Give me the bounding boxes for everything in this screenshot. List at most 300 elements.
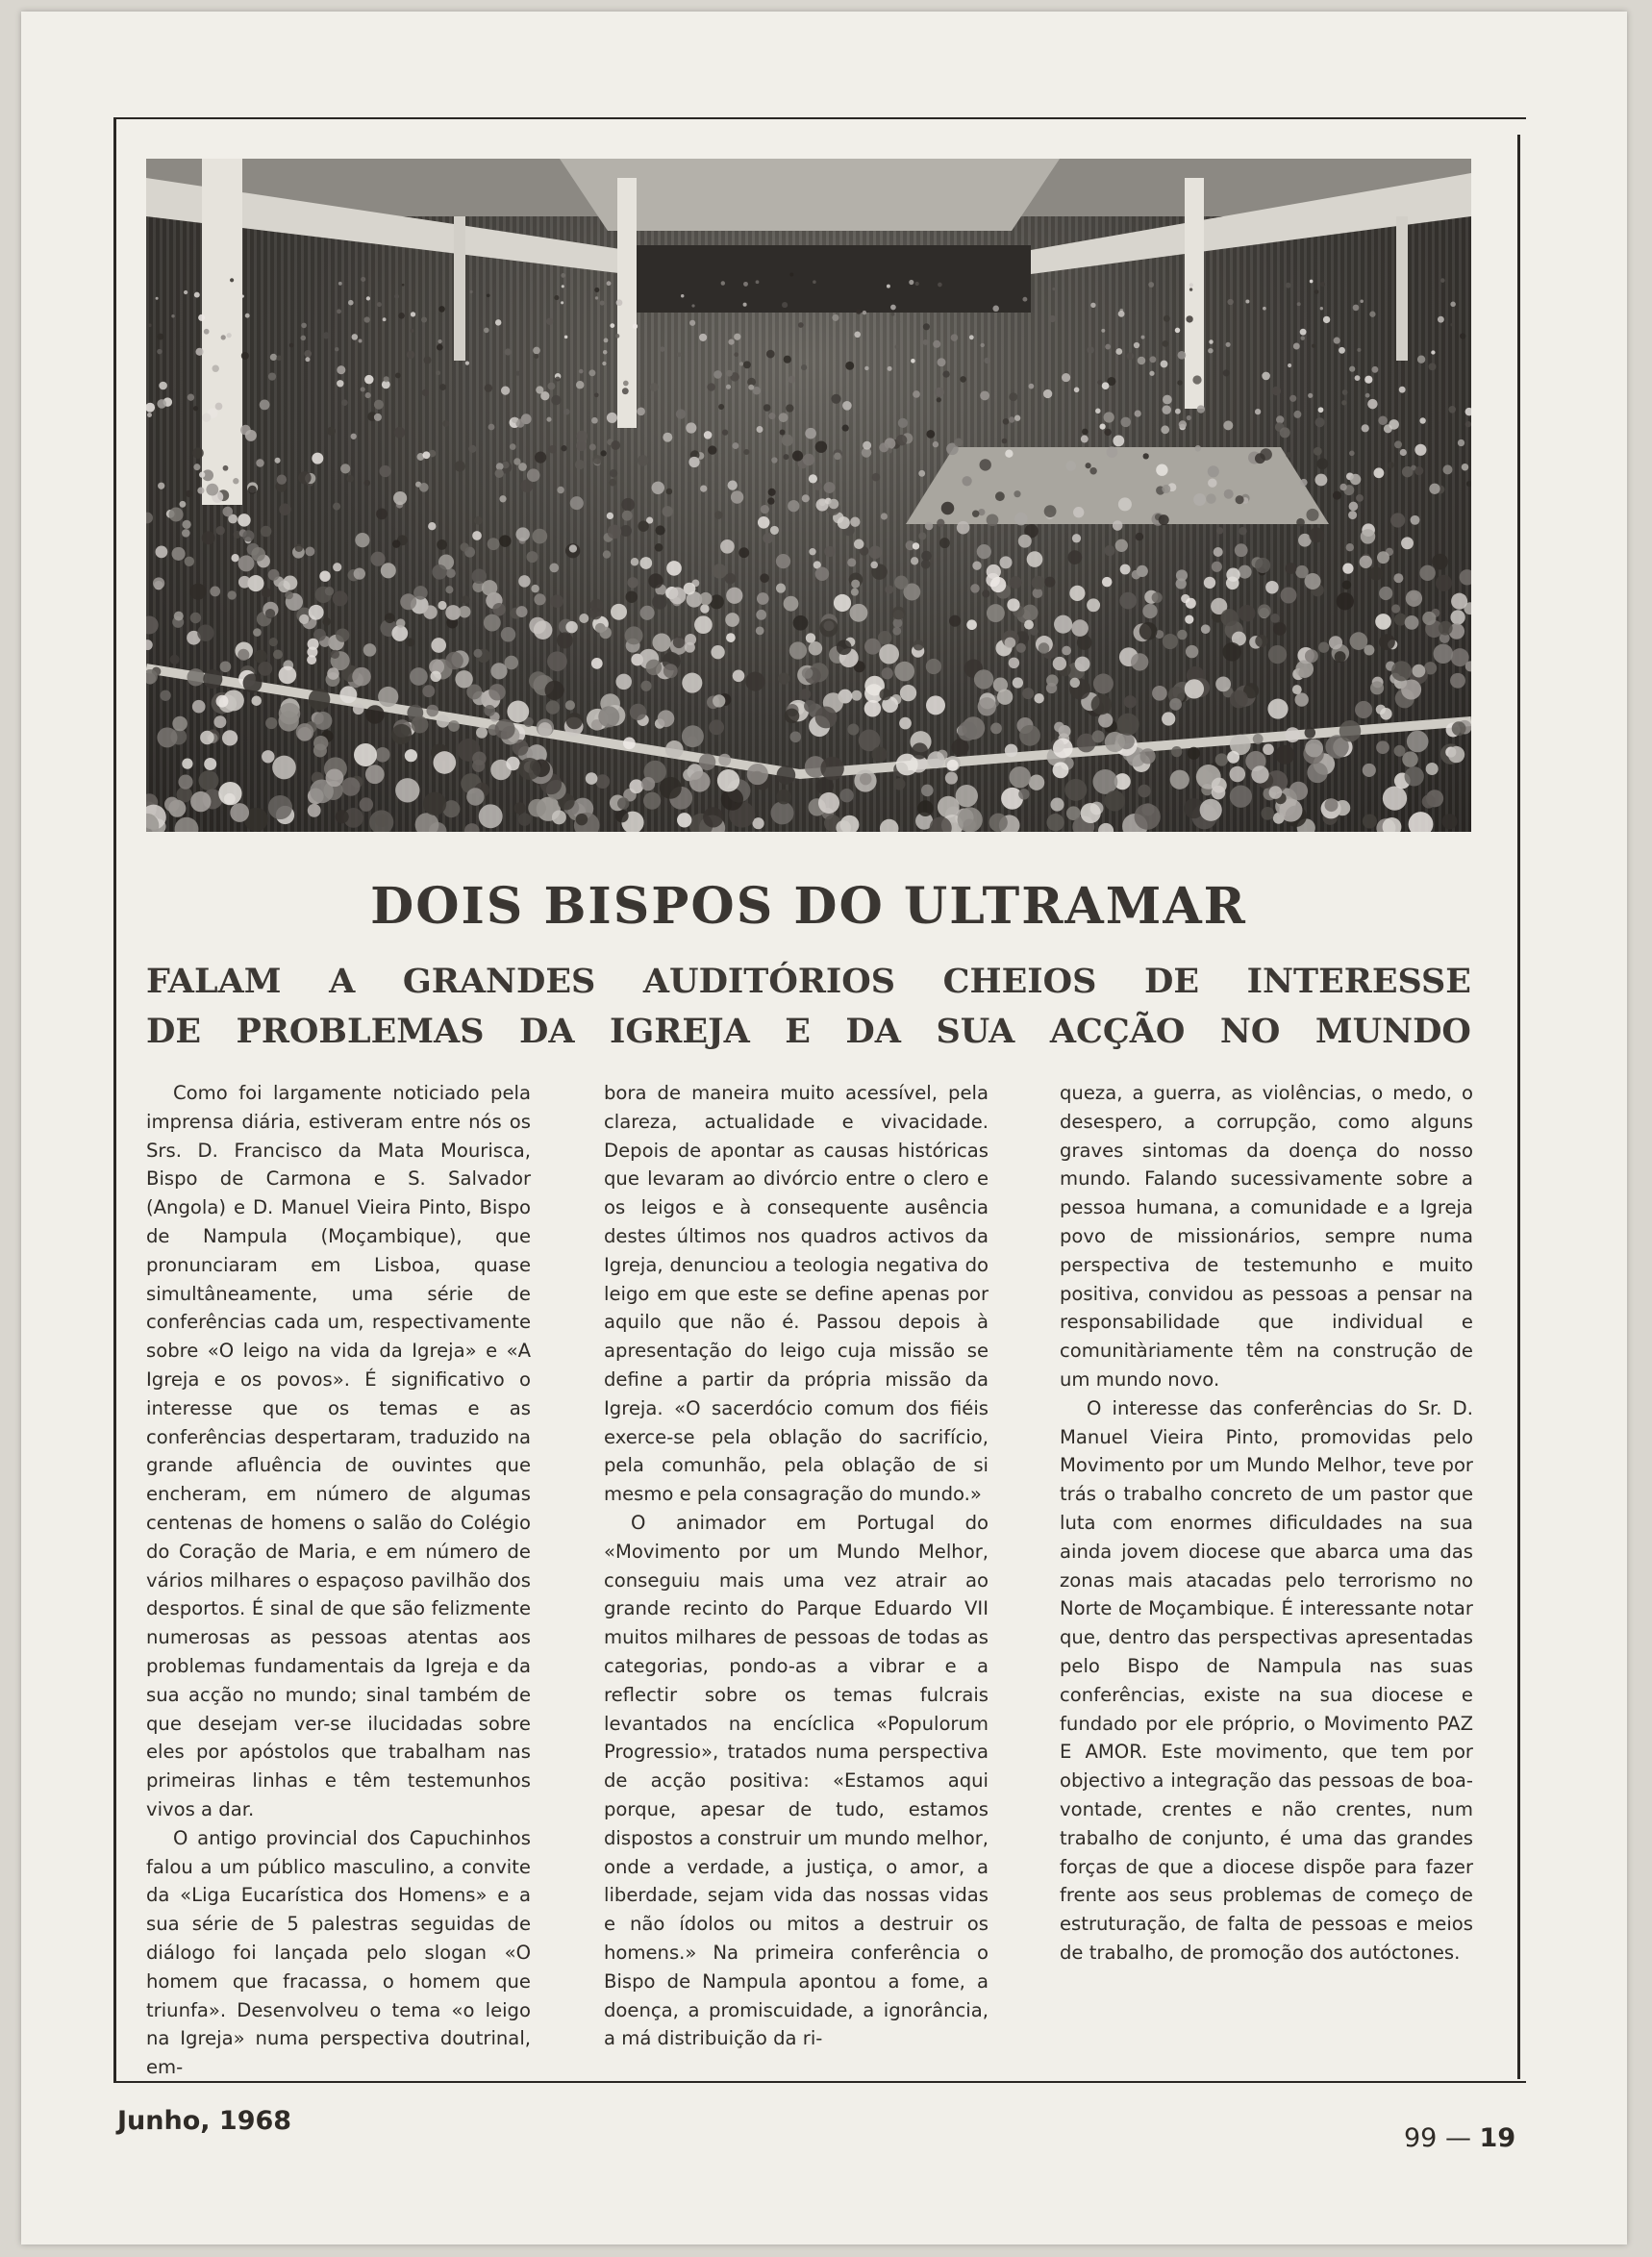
crowd-head <box>1230 786 1252 808</box>
crowd-head <box>851 589 859 596</box>
crowd-head <box>1251 765 1268 783</box>
crowd-head <box>323 332 330 339</box>
crowd-head <box>1062 646 1071 656</box>
crowd-head <box>809 548 815 555</box>
crowd-head <box>757 426 763 433</box>
crowd-head <box>1143 453 1149 459</box>
crowd-head <box>1117 714 1139 736</box>
crowd-head <box>725 613 739 627</box>
crowd-head <box>1113 436 1124 447</box>
crowd-head <box>437 715 449 727</box>
crowd-head <box>1401 679 1421 699</box>
crowd-head <box>925 522 934 531</box>
crowd-head <box>1269 786 1283 799</box>
crowd-head <box>1171 746 1182 757</box>
crowd-head <box>1152 592 1163 603</box>
crowd-head <box>1227 299 1233 305</box>
crowd-head <box>641 777 655 790</box>
crowd-head <box>279 703 301 725</box>
crowd-head <box>739 362 743 365</box>
crowd-head <box>1406 590 1422 607</box>
crowd-head <box>514 802 526 814</box>
crowd-head <box>1118 311 1125 317</box>
crowd-head <box>484 705 495 716</box>
crowd-head <box>1323 316 1330 323</box>
crowd-head <box>305 546 314 556</box>
crowd-head <box>213 715 226 728</box>
crowd-head <box>309 605 324 620</box>
crowd-head <box>184 290 188 294</box>
crowd-head <box>1119 592 1137 610</box>
crowd-head <box>939 538 950 548</box>
crowd-head <box>242 530 254 541</box>
column <box>1396 216 1408 361</box>
crowd-head <box>309 689 330 710</box>
crowd-head <box>1402 751 1418 767</box>
crowd-head <box>1115 539 1128 552</box>
crowd-head <box>1027 551 1043 567</box>
crowd-head <box>283 575 297 589</box>
crowd-head <box>170 655 180 665</box>
crowd-head <box>1162 712 1175 725</box>
crowd-head <box>881 513 888 519</box>
crowd-head <box>839 789 853 802</box>
crowd-head <box>270 354 277 361</box>
crowd-head <box>1097 380 1102 385</box>
crowd-head <box>1095 409 1101 414</box>
crowd-head <box>761 505 769 514</box>
crowd-head <box>629 779 643 793</box>
crowd-head <box>1342 389 1348 395</box>
crowd-head <box>879 442 889 452</box>
crowd-head <box>1422 794 1436 808</box>
crowd-head <box>941 502 955 515</box>
crowd-head <box>1300 336 1304 339</box>
crowd-head <box>526 551 538 563</box>
crowd-head <box>918 532 926 539</box>
crowd-head <box>1189 288 1192 290</box>
page-number-b: 19 <box>1479 2123 1516 2153</box>
crowd-head <box>756 610 766 620</box>
crowd-head <box>265 717 277 729</box>
page-number-a: 99 <box>1404 2123 1438 2153</box>
crowd-head <box>1324 798 1338 812</box>
crowd-head <box>660 777 682 799</box>
crowd-head <box>202 531 215 544</box>
page-number <box>1404 2123 1515 2153</box>
crowd-head <box>566 713 583 729</box>
crowd-head <box>1360 556 1372 568</box>
subheadline-word: GRANDES <box>402 962 596 1001</box>
crowd-head <box>218 782 241 805</box>
crowd-head <box>911 359 915 364</box>
crowd-head <box>437 344 443 351</box>
crowd-head <box>879 689 890 700</box>
crowd-head <box>1009 392 1017 401</box>
crowd-head <box>253 628 262 637</box>
subheadline-word: A <box>329 962 356 1001</box>
crowd-head <box>419 483 429 492</box>
crowd-head <box>666 489 673 495</box>
crowd-head <box>413 586 428 600</box>
crowd-head <box>1029 774 1044 790</box>
crowd-head <box>406 638 414 646</box>
crowd-head <box>1220 609 1238 626</box>
crowd-head <box>1185 614 1193 623</box>
crowd-head <box>1162 405 1171 414</box>
crowd-head <box>422 685 435 697</box>
crowd-head <box>864 700 881 716</box>
crowd-head <box>682 673 702 693</box>
crowd-head <box>308 804 321 817</box>
crowd-head <box>1450 302 1456 308</box>
crowd-head <box>1139 622 1158 640</box>
crowd-head <box>834 452 841 460</box>
crowd-head <box>970 584 979 592</box>
crowd-head <box>786 404 793 412</box>
crowd-head <box>1293 343 1300 350</box>
crowd-head <box>608 525 622 539</box>
crowd-head <box>376 509 388 520</box>
crowd-head <box>1177 380 1182 385</box>
crowd-head <box>652 633 670 651</box>
crowd-head <box>175 817 199 832</box>
crowd-head <box>809 641 822 655</box>
crowd-head <box>1024 620 1034 630</box>
crowd-head <box>510 443 516 450</box>
crowd-head <box>1163 634 1178 649</box>
crowd-head <box>789 273 793 277</box>
crowd-head <box>892 607 906 620</box>
crowd-head <box>506 757 519 770</box>
crowd-head <box>1053 657 1066 670</box>
crowd-head <box>1360 300 1364 304</box>
crowd-head <box>663 433 672 442</box>
crowd-head <box>655 543 663 552</box>
crowd-head <box>863 311 866 314</box>
crowd-head <box>1014 415 1020 421</box>
crowd-head <box>299 614 309 624</box>
crowd-head <box>187 668 204 686</box>
crowd-head <box>1349 366 1355 372</box>
crowd-head <box>734 334 740 340</box>
crowd-head <box>313 743 327 757</box>
crowd-head <box>714 511 723 519</box>
crowd-head <box>369 810 393 832</box>
crowd-head <box>190 791 211 812</box>
crowd-head <box>182 758 192 768</box>
crowd-head <box>1333 491 1341 500</box>
crowd-head <box>241 352 249 360</box>
crowd-head <box>806 633 815 642</box>
crowd-head <box>1334 344 1339 349</box>
crowd-head <box>972 562 981 570</box>
crowd-head <box>776 584 786 593</box>
crowd-head <box>1434 644 1454 665</box>
crowd-head <box>603 350 608 355</box>
crowd-head <box>446 568 456 578</box>
crowd-head <box>1296 518 1305 527</box>
crowd-head <box>261 526 272 538</box>
crowd-head <box>1187 415 1191 420</box>
crowd-head <box>364 316 370 322</box>
crowd-head <box>1148 282 1154 288</box>
crowd-head <box>938 358 946 366</box>
crowd-head <box>776 554 790 568</box>
crowd-head <box>1289 782 1309 801</box>
crowd-head <box>410 667 428 686</box>
crowd-head <box>273 650 283 660</box>
crowd-head <box>285 591 293 600</box>
crowd-head <box>1335 651 1346 663</box>
crowd-head <box>378 687 398 707</box>
crowd-head <box>780 430 786 436</box>
crowd-head <box>1044 505 1057 517</box>
crowd-head <box>532 529 547 544</box>
crowd-head <box>445 652 463 670</box>
crowd-head <box>1118 497 1132 511</box>
crowd-head <box>353 703 364 715</box>
crowd-head <box>472 569 488 585</box>
crowd-head <box>1286 563 1297 574</box>
crowd-head <box>676 409 686 418</box>
crowd-head <box>1312 344 1315 348</box>
crowd-head <box>575 460 585 469</box>
crowd-head <box>1175 409 1181 414</box>
crowd-head <box>911 557 918 564</box>
crowd-head <box>1062 373 1070 382</box>
crowd-head <box>172 547 186 561</box>
crowd-head <box>856 309 862 314</box>
crowd-head <box>354 743 377 766</box>
crowd-head <box>206 484 218 496</box>
crowd-head <box>277 475 287 485</box>
crowd-head <box>395 372 401 378</box>
crowd-head <box>1215 753 1228 765</box>
crowd-head <box>1029 384 1035 389</box>
crowd-head <box>990 577 1006 592</box>
crowd-head <box>495 719 515 740</box>
crowd-head <box>157 727 177 747</box>
crowd-head <box>1132 570 1141 580</box>
crowd-head <box>845 362 854 370</box>
crowd-head <box>1261 807 1274 820</box>
subheadline-word: FALAM <box>146 962 282 1001</box>
crowd-head <box>547 383 555 390</box>
crowd-head <box>1370 681 1384 694</box>
crowd-head <box>1281 588 1297 604</box>
crowd-head <box>396 618 405 627</box>
crowd-head <box>854 332 861 339</box>
crowd-head <box>430 671 440 682</box>
crowd-head <box>301 336 307 341</box>
crowd-head <box>1204 577 1215 589</box>
crowd-head <box>1414 444 1426 456</box>
crowd-head <box>157 399 166 409</box>
crowd-head <box>1134 342 1139 348</box>
crowd-head <box>771 457 777 463</box>
crowd-head <box>484 328 489 334</box>
crowd-head <box>747 764 768 785</box>
crowd-head <box>363 643 377 657</box>
crowd-head <box>505 348 512 355</box>
headline: DOIS BISPOS DO ULTRAMAR <box>370 877 1247 936</box>
crowd-head <box>918 470 925 477</box>
crowd-head <box>776 790 791 805</box>
crowd-head <box>1197 405 1205 413</box>
crowd-head <box>779 413 788 422</box>
crowd-head <box>1214 547 1223 557</box>
crowd-head <box>1314 289 1318 293</box>
crowd-head <box>921 551 932 562</box>
crowd-head <box>555 377 560 382</box>
crowd-head <box>1426 763 1439 775</box>
crowd-head <box>1367 399 1377 409</box>
crowd-head <box>921 560 931 569</box>
crowd-head <box>997 690 1013 705</box>
crowd-head <box>1466 481 1471 487</box>
crowd-head <box>178 775 192 790</box>
crowd-head <box>1245 299 1249 303</box>
crowd-head <box>1156 464 1167 476</box>
crowd-head <box>546 417 551 422</box>
crowd-head <box>360 797 374 812</box>
crowd-head <box>579 614 588 623</box>
crowd-head <box>1081 803 1101 823</box>
subheadline-word: DA <box>518 1012 575 1051</box>
crowd-head <box>1002 439 1008 444</box>
crowd-head <box>552 810 566 824</box>
crowd-head <box>1308 393 1313 398</box>
crowd-head <box>789 641 807 659</box>
crowd-head <box>182 529 190 538</box>
crowd-head <box>1362 424 1369 432</box>
crowd-head <box>951 334 959 341</box>
crowd-head <box>1337 592 1354 610</box>
crowd-head <box>231 554 238 562</box>
crowd-head <box>1104 545 1114 556</box>
crowd-head <box>265 609 275 618</box>
crowd-head <box>921 785 934 797</box>
crowd-head <box>603 550 611 558</box>
crowd-head <box>1316 458 1328 469</box>
crowd-head <box>341 777 360 795</box>
crowd-head <box>958 807 983 832</box>
subheadline-word: PROBLEMAS <box>236 1012 485 1051</box>
crowd-head <box>546 700 560 714</box>
article-column-3 <box>1060 1079 1473 1968</box>
crowd-head <box>1314 447 1322 456</box>
crowd-head <box>251 695 262 706</box>
crowd-head <box>1255 409 1261 414</box>
crowd-head <box>915 282 919 286</box>
crowd-head <box>438 339 441 343</box>
crowd-head <box>864 639 881 655</box>
crowd-head <box>545 681 564 700</box>
crowd-head <box>982 589 989 597</box>
crowd-head <box>348 300 354 306</box>
crowd-head <box>726 633 736 642</box>
subheadline-word: DA <box>845 1012 901 1051</box>
crowd-head <box>1162 340 1168 347</box>
crowd-head <box>518 575 531 588</box>
crowd-head <box>230 803 249 822</box>
crowd-head <box>394 294 399 299</box>
crowd-head <box>743 361 751 368</box>
crowd-head <box>570 496 584 510</box>
crowd-head <box>445 586 453 593</box>
crowd-head <box>204 758 216 770</box>
crowd-head <box>319 570 330 581</box>
crowd-head <box>1140 748 1156 764</box>
crowd-head <box>495 319 501 325</box>
crowd-head <box>412 716 429 734</box>
crowd-head <box>577 431 588 442</box>
crowd-head <box>1465 421 1471 427</box>
crowd-head <box>763 404 771 412</box>
crowd-head <box>1206 493 1215 503</box>
crowd-head <box>703 807 723 827</box>
crowd-head <box>665 740 684 759</box>
crowd-head <box>426 705 438 717</box>
crowd-head <box>1355 375 1361 381</box>
crowd-head <box>455 670 472 688</box>
crowd-head <box>1306 509 1318 521</box>
crowd-head <box>169 508 184 522</box>
crowd-head <box>488 538 500 550</box>
crowd-head <box>1115 348 1122 355</box>
crowd-head <box>720 539 735 554</box>
crowd-head <box>1292 685 1302 694</box>
crowd-head <box>1300 329 1307 336</box>
crowd-head <box>726 588 742 604</box>
crowd-head <box>1405 766 1424 786</box>
crowd-head <box>646 660 663 676</box>
crowd-head <box>607 281 612 286</box>
crowd-head <box>1098 713 1113 727</box>
crowd-head <box>476 727 488 739</box>
crowd-head <box>1393 573 1403 583</box>
crowd-head <box>1186 598 1196 609</box>
crowd-head <box>1081 436 1089 443</box>
crowd-head <box>1039 642 1050 654</box>
crowd-head <box>743 282 748 287</box>
crowd-head <box>860 773 871 785</box>
crowd-head <box>565 700 575 710</box>
crowd-head <box>648 573 663 588</box>
crowd-head <box>1293 411 1301 418</box>
crowd-head <box>472 760 485 772</box>
crowd-head <box>333 563 341 571</box>
crowd-head <box>391 724 412 744</box>
crowd-head <box>689 320 695 326</box>
crowd-head <box>782 302 788 308</box>
crowd-head <box>198 770 218 790</box>
crowd-head <box>233 478 238 484</box>
crowd-head <box>499 535 512 547</box>
crowd-head <box>935 388 944 397</box>
crowd-head <box>987 604 1005 622</box>
crowd-head <box>1149 356 1156 363</box>
crowd-head <box>1162 485 1170 493</box>
crowd-head <box>1390 513 1405 527</box>
crowd-head <box>534 620 553 639</box>
crowd-head <box>146 615 159 634</box>
crowd-head <box>938 796 960 818</box>
crowd-head <box>595 296 598 299</box>
paragraph: O interesse das conferências do Sr. D. Manuel Vieira Pinto, promovidas pelo Movimento por um Mundo Melhor, teve por trás o trabalho concreto de um pastor que luta com enormes dificuldades na sua ainda jovem diocese que abarca uma das zonas mais atacadas pelo terrorismo no Norte de Moçambique. É interessante notar que, dentro das perspectivas apresentadas pelo Bispo de Nampula nas suas conferências, existe na sua diocese e fundado por ele próprio, o Movimento PAZ E AMOR. Este movimento, que tem por objectivo a integração das pessoas de boa-vontade, crentes e não crentes, num trabalho de conjunto, é uma das grandes forças de que a diocese dispõe para fazer frente aos seus problemas de começo de estruturação, de falta de pessoas e meios de trabalho, de promoção dos autóctones. <box>1060 1396 1473 1964</box>
crowd-head <box>1236 495 1244 504</box>
